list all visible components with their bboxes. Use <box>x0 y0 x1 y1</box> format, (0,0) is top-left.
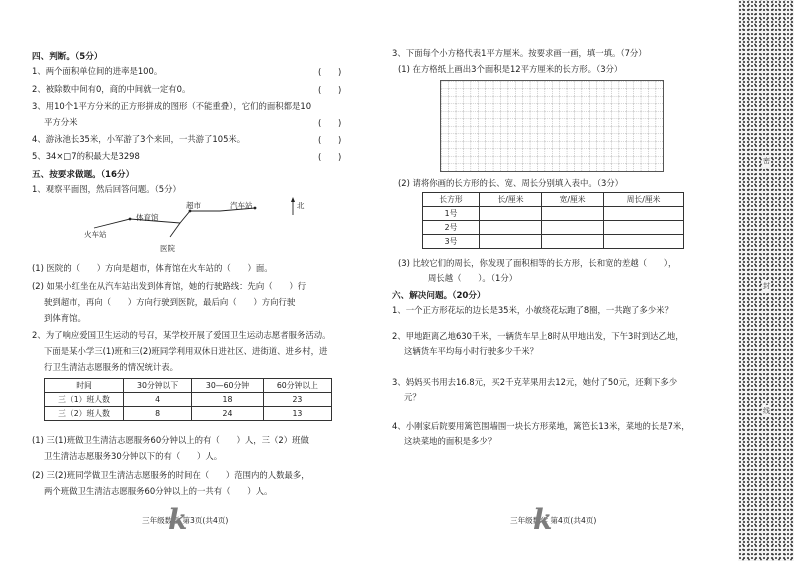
logo-watermark: k <box>533 503 553 536</box>
table-cell: 4 <box>124 393 192 407</box>
q3-part3: (3) 比较它们的周长，你发现了面积相等的长方形，长和宽的差越（ ）， <box>398 258 677 268</box>
gym-dot <box>129 218 132 221</box>
q2-line-3: 行卫生清洁志愿服务的情况统计表。 <box>44 362 178 372</box>
judgment-3-cont: 平方分米 <box>44 117 78 127</box>
rectangle-table <box>422 192 684 249</box>
table-header: 周长/厘米 <box>604 193 684 207</box>
table-cell: 8 <box>124 407 192 421</box>
q2-line-1: 2、为了响应爱国卫生运动的号召，某学校开展了爱国卫生运动志愿者服务活动。 <box>32 330 331 340</box>
right-footer: 三年级数学 第4页(共4页) <box>510 516 597 525</box>
answer-cell[interactable] <box>604 207 684 221</box>
q2-answer-2: (2) 三(2)班同学做卫生清洁志愿服务的时间在（ ）范围内的人数最多， <box>32 470 310 480</box>
bus-station-dot <box>254 207 257 210</box>
q2-line-2: 下面是某小学三(1)班和三(2)班同学利用双休日进社区、进街道、进乡村，进 <box>44 346 328 356</box>
answer-cell[interactable] <box>480 221 542 235</box>
judgment-1-paren: ( ) <box>318 67 342 77</box>
table-cell: 2号 <box>423 221 480 235</box>
judgment-4: 4、游泳池长35米，小军游了3个来回，一共游了105米。 <box>32 134 246 144</box>
section-4-heading: 四、判断。（5分） <box>32 52 103 62</box>
table-cell: 3号 <box>423 235 480 249</box>
table-cell: 三（2）班人数 <box>45 407 124 421</box>
label-hospital: 医院 <box>160 244 175 253</box>
answer-cell[interactable] <box>542 221 604 235</box>
q3-part3-cont: 周长越（ ）。（1分） <box>428 273 518 283</box>
table-header: 长方形 <box>423 193 480 207</box>
problem-4: 4、小刚家后院要用篱笆围墙围一块长方形菜地，篱笆长13米，菜地的长是7米， <box>392 421 690 431</box>
problem-2-cont: 这辆货车平均每小时行驶多少千米？ <box>404 346 538 356</box>
answer-cell[interactable] <box>604 235 684 249</box>
label-bus-station: 汽车站 <box>230 201 253 210</box>
table-header-row <box>45 379 332 393</box>
judgment-5: 5、34×□7的积最大是3298 <box>32 151 140 161</box>
q1-part2: (2) 如果小红坐在从汽车站出发到体育馆，她的行驶路线：先向（ ）行 <box>32 281 307 291</box>
table-header: 宽/厘米 <box>542 193 604 207</box>
problem-3-cont: 元？ <box>404 392 421 402</box>
q2-answer-2-cont: 两个班做卫生清洁志愿服务60分钟以上的一共有（ ）人。 <box>44 486 273 496</box>
strip-mark: 密 <box>763 157 770 165</box>
table-header: 长/厘米 <box>480 193 542 207</box>
route-line <box>94 208 255 228</box>
table-header: 30分钟以下 <box>124 379 192 393</box>
q3-part1: (1) 在方格纸上画出3个面积是12平方厘米的长方形。（3分） <box>398 64 623 74</box>
table-row <box>45 393 332 407</box>
q3-title: 3、下面每个小方格代表1平方厘米。按要求画一画，填一填。（7分） <box>392 48 647 58</box>
table-header: 时间 <box>45 379 124 393</box>
answer-cell[interactable] <box>542 207 604 221</box>
answer-cell[interactable] <box>542 235 604 249</box>
problem-1: 1、一个正方形花坛的边长是35米，小敏绕花坛跑了8圈，一共跑了多少米？ <box>392 305 673 315</box>
q2-answer-1: (1) 三(1)班做卫生清洁志愿服务60分钟以上的有（ ）人，三（2）班做 <box>32 435 309 445</box>
table-header: 30—60分钟 <box>192 379 264 393</box>
judgment-2: 2、被除数中间有0，商的中间就一定有0。 <box>32 84 191 94</box>
table-cell: 三（1）班人数 <box>45 393 124 407</box>
answer-cell[interactable] <box>604 221 684 235</box>
strip-mark: 线 <box>763 407 770 415</box>
q3-part2: (2) 请将你画的长方形的长、宽、周长分别填入表中。（3分） <box>398 178 624 188</box>
label-gym: 体育馆 <box>136 213 159 222</box>
hospital-branch <box>170 223 180 237</box>
problem-3: 3、妈妈买书用去16.8元，买2千克苹果用去12元，她付了50元，还剩下多少 <box>392 377 678 387</box>
left-footer: 三年级数学 第3页(共4页) <box>142 516 229 525</box>
q2-answer-1-cont: 卫生清洁志愿服务30分钟以下的有（ ）人。 <box>44 451 223 461</box>
table-row <box>45 407 332 421</box>
judgment-5-paren: ( ) <box>318 152 342 162</box>
label-north: 北 <box>297 201 305 210</box>
q1-part2-cont: 驶到超市，再向（ ）方向行驶到医院，最后向（ ）方向行驶 <box>44 297 296 307</box>
table-cell: 13 <box>263 407 331 421</box>
judgment-2-paren: ( ) <box>318 85 342 95</box>
answer-cell[interactable] <box>480 207 542 221</box>
judgment-3: 3、用10个1平方分米的正方形拼成的图形（不能重叠），它们的面积都是10 <box>32 101 312 111</box>
volunteer-table <box>44 378 332 421</box>
judgment-1: 1、两个面积单位间的进率是100。 <box>32 66 163 76</box>
grid-paper <box>440 80 664 172</box>
table-cell: 23 <box>263 393 331 407</box>
table-header: 60分钟以上 <box>263 379 331 393</box>
table-row <box>423 235 684 249</box>
q1-title: 1、观察平面图，然后回答问题。（5分） <box>32 184 181 194</box>
logo-watermark: k <box>168 503 188 536</box>
judgment-3-paren: ( ) <box>318 118 342 128</box>
label-supermarket: 超市 <box>186 201 201 210</box>
problem-4-cont: 这块菜地的面积是多少？ <box>404 436 497 446</box>
section-6-heading: 六、解决问题。（20分） <box>392 291 486 301</box>
label-train-station: 火车站 <box>84 230 107 239</box>
q1-part2-end: 到体育馆。 <box>44 313 86 323</box>
table-header-row <box>423 193 684 207</box>
judgment-4-paren: ( ) <box>318 135 342 145</box>
table-row <box>423 221 684 235</box>
table-cell: 1号 <box>423 207 480 221</box>
problem-2: 2、甲地距离乙地630千米，一辆货车早上8时从甲地出发，下午3时到达乙地， <box>392 331 684 341</box>
table-row <box>423 207 684 221</box>
strip-mark: 封 <box>763 282 770 290</box>
table-cell: 18 <box>192 393 264 407</box>
north-arrow-head <box>291 197 295 202</box>
q1-part1: (1) 医院的（ ）方向是超市，体育馆在火车站的（ ）面。 <box>32 263 273 273</box>
section-5-heading: 五、按要求做题。（16分） <box>32 170 135 180</box>
answer-cell[interactable] <box>480 235 542 249</box>
table-cell: 24 <box>192 407 264 421</box>
